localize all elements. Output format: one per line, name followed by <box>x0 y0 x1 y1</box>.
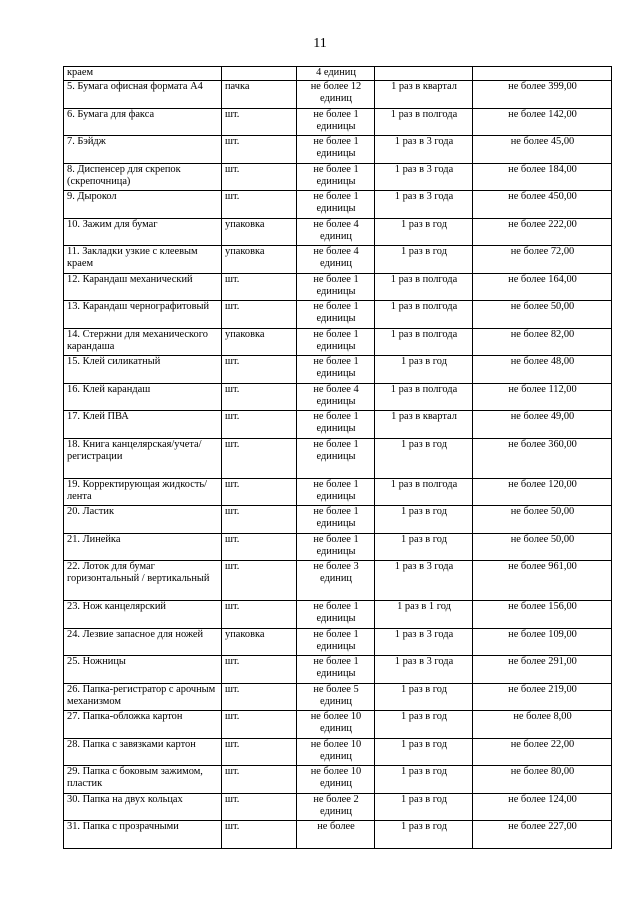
unit-cell: упаковка <box>222 328 297 356</box>
item-name-cell: 14. Стержни для механического карандаша <box>64 328 222 356</box>
table-row <box>64 273 612 301</box>
item-name-cell: 23. Нож канцелярский <box>64 601 222 629</box>
quantity-cell: не более 1 единицы <box>297 628 375 656</box>
item-name-cell: 15. Клей силикатный <box>64 356 222 384</box>
price-cell: не более 399,00 <box>473 81 612 109</box>
frequency-cell: 1 раз в 3 года <box>375 191 473 219</box>
item-name-cell: 25. Ножницы <box>64 656 222 684</box>
unit-cell: шт. <box>222 478 297 506</box>
table-row <box>64 328 612 356</box>
unit-cell: шт. <box>222 438 297 478</box>
table-row <box>64 656 612 684</box>
quantity-cell: не более 12 единиц <box>297 81 375 109</box>
item-name-cell: 9. Дырокол <box>64 191 222 219</box>
frequency-cell: 1 раз в год <box>375 246 473 274</box>
unit-cell: упаковка <box>222 628 297 656</box>
frequency-cell: 1 раз в 3 года <box>375 628 473 656</box>
frequency-cell: 1 раз в год <box>375 793 473 821</box>
quantity-cell: не более 2 единиц <box>297 793 375 821</box>
unit-cell <box>222 67 297 81</box>
unit-cell: шт. <box>222 356 297 384</box>
unit-cell: шт. <box>222 738 297 766</box>
table-row <box>64 478 612 506</box>
item-name-cell: 30. Папка на двух кольцах <box>64 793 222 821</box>
price-cell: не более 450,00 <box>473 191 612 219</box>
price-cell <box>473 67 612 81</box>
table-row <box>64 438 612 478</box>
table-row <box>64 67 612 81</box>
unit-cell: шт. <box>222 711 297 739</box>
price-cell: не более 50,00 <box>473 506 612 534</box>
price-cell: не более 80,00 <box>473 766 612 794</box>
quantity-cell: 4 единиц <box>297 67 375 81</box>
quantity-cell: не более 1 единицы <box>297 533 375 561</box>
item-name-cell: 16. Клей карандаш <box>64 383 222 411</box>
quantity-cell: не более 10 единиц <box>297 766 375 794</box>
page-number: 11 <box>313 36 327 51</box>
item-name-cell: 19. Корректирующая жидкость/лента <box>64 478 222 506</box>
quantity-cell: не более 1 единицы <box>297 411 375 439</box>
frequency-cell: 1 раз в год <box>375 218 473 246</box>
item-name-cell: 22. Лоток для бумаг горизонтальный / вертикальный <box>64 561 222 601</box>
frequency-cell: 1 раз в полгода <box>375 328 473 356</box>
item-name-cell: краем <box>64 67 222 81</box>
quantity-cell: не более 10 единиц <box>297 711 375 739</box>
price-cell: не более 164,00 <box>473 273 612 301</box>
price-cell: не более 184,00 <box>473 163 612 191</box>
table-row <box>64 108 612 136</box>
quantity-cell: не более 1 единицы <box>297 163 375 191</box>
price-cell: не более 48,00 <box>473 356 612 384</box>
item-name-cell: 28. Папка с завязками картон <box>64 738 222 766</box>
price-cell: не более 49,00 <box>473 411 612 439</box>
table-row <box>64 561 612 601</box>
price-cell: не более 72,00 <box>473 246 612 274</box>
table-row <box>64 383 612 411</box>
unit-cell: шт. <box>222 561 297 601</box>
unit-cell: шт. <box>222 656 297 684</box>
table-row <box>64 506 612 534</box>
table-row <box>64 628 612 656</box>
frequency-cell: 1 раз в квартал <box>375 411 473 439</box>
item-name-cell: 24. Лезвие запасное для ножей <box>64 628 222 656</box>
quantity-cell: не более 4 единицы <box>297 383 375 411</box>
quantity-cell: не более 1 единицы <box>297 356 375 384</box>
item-name-cell: 10. Зажим для бумаг <box>64 218 222 246</box>
item-name-cell: 29. Папка с боковым зажимом, пластик <box>64 766 222 794</box>
table-row <box>64 711 612 739</box>
quantity-cell: не более 1 единицы <box>297 601 375 629</box>
item-name-cell: 5. Бумага офисная формата А4 <box>64 81 222 109</box>
frequency-cell: 1 раз в год <box>375 738 473 766</box>
item-name-cell: 7. Бэйдж <box>64 136 222 164</box>
price-cell: не более 961,00 <box>473 561 612 601</box>
unit-cell: шт. <box>222 533 297 561</box>
quantity-cell: не более 4 единиц <box>297 246 375 274</box>
unit-cell: шт. <box>222 273 297 301</box>
item-name-cell: 17. Клей ПВА <box>64 411 222 439</box>
quantity-cell: не более 10 единиц <box>297 738 375 766</box>
price-cell: не более 219,00 <box>473 683 612 711</box>
price-cell: не более 22,00 <box>473 738 612 766</box>
item-name-cell: 11. Закладки узкие с клеевым краем <box>64 246 222 274</box>
quantity-cell: не более 1 единицы <box>297 438 375 478</box>
unit-cell: упаковка <box>222 246 297 274</box>
frequency-cell: 1 раз в год <box>375 766 473 794</box>
quantity-cell: не более 5 единиц <box>297 683 375 711</box>
unit-cell: шт. <box>222 821 297 849</box>
frequency-cell: 1 раз в полгода <box>375 273 473 301</box>
table-row <box>64 411 612 439</box>
price-cell: не более 291,00 <box>473 656 612 684</box>
unit-cell: упаковка <box>222 218 297 246</box>
quantity-cell: не более 1 единицы <box>297 108 375 136</box>
quantity-cell: не более 1 единицы <box>297 301 375 329</box>
price-cell: не более 109,00 <box>473 628 612 656</box>
frequency-cell: 1 раз в год <box>375 506 473 534</box>
price-cell: не более 227,00 <box>473 821 612 849</box>
unit-cell: шт. <box>222 411 297 439</box>
price-cell: не более 112,00 <box>473 383 612 411</box>
table-row <box>64 136 612 164</box>
item-name-cell: 27. Папка-обложка картон <box>64 711 222 739</box>
unit-cell: шт. <box>222 108 297 136</box>
price-cell: не более 50,00 <box>473 301 612 329</box>
quantity-cell: не более 1 единицы <box>297 191 375 219</box>
price-cell: не более 82,00 <box>473 328 612 356</box>
table-row <box>64 356 612 384</box>
frequency-cell: 1 раз в год <box>375 356 473 384</box>
frequency-cell: 1 раз в год <box>375 533 473 561</box>
price-cell: не более 222,00 <box>473 218 612 246</box>
price-cell: не более 156,00 <box>473 601 612 629</box>
table-row <box>64 81 612 109</box>
frequency-cell: 1 раз в 3 года <box>375 656 473 684</box>
price-cell: не более 45,00 <box>473 136 612 164</box>
unit-cell: шт. <box>222 136 297 164</box>
unit-cell: шт. <box>222 301 297 329</box>
quantity-cell: не более <box>297 821 375 849</box>
unit-cell: шт. <box>222 793 297 821</box>
table-row <box>64 738 612 766</box>
frequency-cell: 1 раз в год <box>375 683 473 711</box>
frequency-cell: 1 раз в год <box>375 711 473 739</box>
quantity-cell: не более 3 единиц <box>297 561 375 601</box>
unit-cell: шт. <box>222 191 297 219</box>
frequency-cell: 1 раз в 3 года <box>375 163 473 191</box>
frequency-cell: 1 раз в полгода <box>375 108 473 136</box>
quantity-cell: не более 1 единицы <box>297 506 375 534</box>
table-row <box>64 163 612 191</box>
unit-cell: шт. <box>222 601 297 629</box>
quantity-cell: не более 1 единицы <box>297 273 375 301</box>
price-cell: не более 120,00 <box>473 478 612 506</box>
item-name-cell: 21. Линейка <box>64 533 222 561</box>
unit-cell: пачка <box>222 81 297 109</box>
quantity-cell: не более 1 единицы <box>297 328 375 356</box>
price-cell: не более 360,00 <box>473 438 612 478</box>
unit-cell: шт. <box>222 766 297 794</box>
quantity-cell: не более 1 единицы <box>297 656 375 684</box>
table-row <box>64 601 612 629</box>
table-row <box>64 766 612 794</box>
frequency-cell: 1 раз в полгода <box>375 383 473 411</box>
supplies-table <box>63 66 612 849</box>
price-cell: не более 142,00 <box>473 108 612 136</box>
frequency-cell: 1 раз в квартал <box>375 81 473 109</box>
quantity-cell: не более 1 единицы <box>297 478 375 506</box>
table-row <box>64 821 612 849</box>
frequency-cell: 1 раз в полгода <box>375 478 473 506</box>
item-name-cell: 20. Ластик <box>64 506 222 534</box>
unit-cell: шт. <box>222 506 297 534</box>
table-row <box>64 683 612 711</box>
unit-cell: шт. <box>222 163 297 191</box>
frequency-cell: 1 раз в год <box>375 438 473 478</box>
quantity-cell: не более 1 единицы <box>297 136 375 164</box>
price-cell: не более 50,00 <box>473 533 612 561</box>
price-cell: не более 124,00 <box>473 793 612 821</box>
item-name-cell: 6. Бумага для факса <box>64 108 222 136</box>
table-row <box>64 246 612 274</box>
price-cell: не более 8,00 <box>473 711 612 739</box>
item-name-cell: 8. Диспенсер для скрепок (скрепочница) <box>64 163 222 191</box>
frequency-cell <box>375 67 473 81</box>
quantity-cell: не более 4 единиц <box>297 218 375 246</box>
frequency-cell: 1 раз в 3 года <box>375 136 473 164</box>
unit-cell: шт. <box>222 683 297 711</box>
frequency-cell: 1 раз в полгода <box>375 301 473 329</box>
frequency-cell: 1 раз в год <box>375 821 473 849</box>
item-name-cell: 12. Карандаш механический <box>64 273 222 301</box>
table-row <box>64 793 612 821</box>
table-row <box>64 218 612 246</box>
item-name-cell: 26. Папка-регистратор с арочным механизмом <box>64 683 222 711</box>
item-name-cell: 18. Книга канцелярская/учета/регистрации <box>64 438 222 478</box>
table-row <box>64 191 612 219</box>
item-name-cell: 31. Папка с прозрачными <box>64 821 222 849</box>
frequency-cell: 1 раз в 1 год <box>375 601 473 629</box>
unit-cell: шт. <box>222 383 297 411</box>
table-row <box>64 533 612 561</box>
table-row <box>64 301 612 329</box>
item-name-cell: 13. Карандаш чернографитовый <box>64 301 222 329</box>
frequency-cell: 1 раз в 3 года <box>375 561 473 601</box>
